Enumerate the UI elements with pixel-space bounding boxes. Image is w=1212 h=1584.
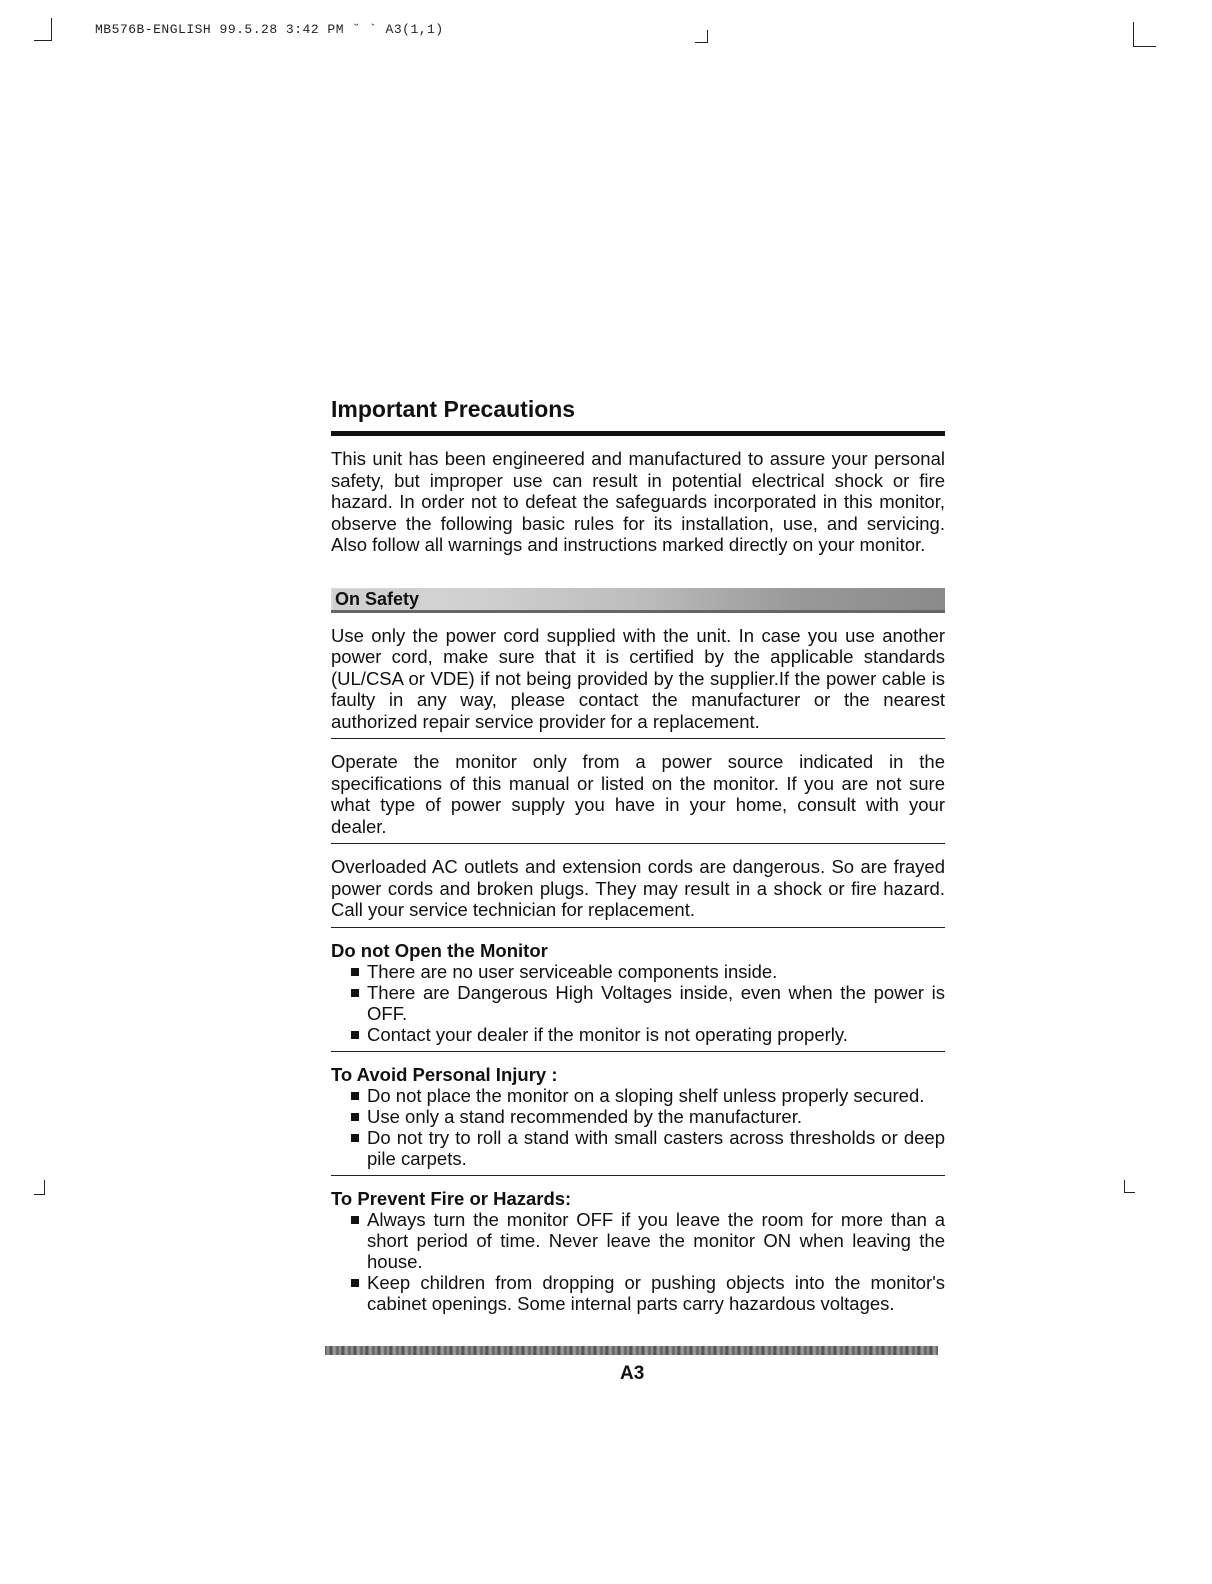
section-band-on-safety: [331, 588, 945, 610]
list-item: There are no user serviceable components inside.: [349, 961, 945, 982]
page-title: Important Precautions: [331, 396, 576, 422]
section-band-underline: [331, 610, 945, 613]
list-item: Keep children from dropping or pushing objects into the monitor's cabinet openings. Some internal parts carry hazardous voltages.: [349, 1272, 945, 1314]
title-rule: [331, 431, 945, 436]
group-do-not-open: [331, 940, 945, 1052]
group-title: Do not Open the Monitor: [331, 939, 548, 961]
group-title: To Prevent Fire or Hazards:: [331, 1187, 572, 1209]
group-avoid-injury: [331, 1064, 945, 1176]
crop-mark-top-right: [1133, 22, 1156, 47]
safety-paragraph: Overloaded AC outlets and extension cords are dangerous. So are frayed power cords and broken plugs. They may result in a shock or fire hazard. Call your service technician for replacement.: [331, 856, 945, 928]
crop-mark-mid-right: [1124, 1180, 1135, 1193]
intro-paragraph: This unit has been engineered and manufactured to assure your personal safety, but improper use can result in potential electrical shock or fire hazard. In order not to defeat the safeguards incorporated in this monitor, observe the following basic rules for its installation, use, and servicing. Also follow all warnings and instructions marked directly on your monitor.: [331, 448, 945, 555]
list-item: Use only a stand recommended by the manufacturer.: [349, 1106, 945, 1127]
list-item: Do not place the monitor on a sloping shelf unless properly secured.: [349, 1085, 945, 1106]
precautions-content: [331, 396, 945, 1314]
crop-mark-mid-left: [34, 1180, 45, 1195]
safety-paragraph: Use only the power cord supplied with the unit. In case you use another power cord, make sure that it is certified by the applicable standards (UL/CSA or VDE) if not being provided by the supplier.If the power cable is faulty in any way, please contact the manufacturer or the nearest authorized repair service provider for a replacement.: [331, 625, 945, 740]
page-number: A3: [620, 1363, 645, 1384]
crop-mark-top-center: [695, 30, 708, 43]
group-prevent-fire: [331, 1188, 945, 1314]
safety-paragraph: Operate the monitor only from a power source indicated in the specifications of this manual or listed on the monitor. If you are not sure what type of power supply you have in your home, consult with your dealer.: [331, 751, 945, 844]
group-title: To Avoid Personal Injury :: [331, 1063, 558, 1085]
list-item: Always turn the monitor OFF if you leave the room for more than a short period of time. Never leave the monitor ON when leaving the house.: [349, 1209, 945, 1272]
list-item: Contact your dealer if the monitor is not operating properly.: [349, 1024, 945, 1045]
section-heading: On Safety: [335, 588, 420, 609]
list-item: Do not try to roll a stand with small casters across thresholds or deep pile carpets.: [349, 1127, 945, 1169]
crop-mark-top-left: [34, 18, 52, 41]
list-item: There are Dangerous High Voltages inside, even when the power is OFF.: [349, 982, 945, 1024]
footer-band: [325, 1346, 938, 1355]
print-header: MB576B-ENGLISH 99.5.28 3:42 PM ˘ ` A3(1,1): [95, 22, 444, 37]
